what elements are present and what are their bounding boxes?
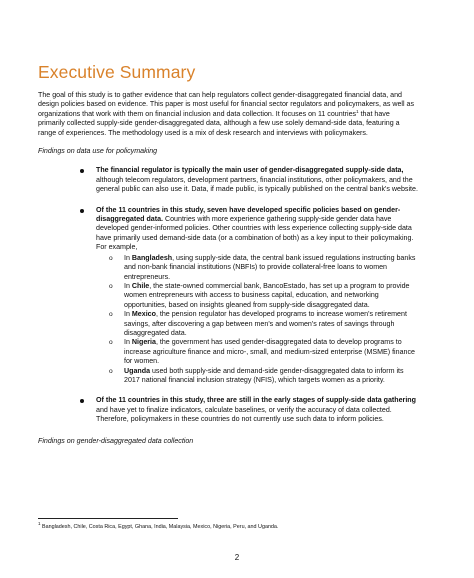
examples-list	[96, 254, 418, 386]
footnote-number: 1	[38, 521, 41, 526]
finding-item	[96, 206, 418, 386]
finding-text: Countries with more experience gathering supply-side gender data have developed gender-informed policies. Other countries with less experience collecting supply-side data have primarily used demand-side data (or a combination of both) as a key input to their policymaking. For example,	[96, 215, 414, 252]
finding-bold: The financial regulator is typically the main user of gender-disaggregated supply-side data,	[96, 166, 404, 175]
finding-text: and have yet to finalize indicators, calculate baselines, or verify the accuracy of data collected. Therefore, policymakers in these countries do not currently use such data to inform policies.	[96, 405, 392, 424]
page-number: 2	[234, 553, 240, 562]
finding-item	[96, 166, 418, 194]
footnote	[38, 523, 278, 531]
findings-list	[38, 166, 418, 424]
footnote-ref: 1	[356, 108, 359, 114]
finding-bold: Of the 11 countries in this study, seven have developed specific policies based on gender-disaggregated data.	[96, 205, 401, 224]
footnote-text: Bangladesh, Chile, Costa Rica, Egypt, Ghana, India, Malaysia, Mexico, Nigeria, Peru, and Uganda.	[40, 524, 279, 530]
country-name: Chile	[131, 281, 150, 290]
footnote-divider	[38, 518, 178, 519]
intro-text-part1: The goal of this study is to gather evidence that can help regulators collect gender-disaggregated financial data, and design policies based on evidence. This paper is most useful for financial sector regulators and policymakers, as well as organizations that work with them on financial inclusion and data collection. It focuses on 11 countries	[38, 91, 415, 118]
finding-bold: Of the 11 countries in this study, three are still in the early stages of supply-side data gathering	[96, 396, 416, 405]
section-title: Executive Summary	[38, 62, 196, 82]
example-item-uganda: o Uganda used both supply-side and demand-side gender-disaggregated data to inform its 2017 national financial inclusion strategy (NFIS), which targets women as a priority.	[124, 367, 418, 386]
findings-policymaking-heading: Findings on data use for policymaking	[38, 147, 158, 156]
intro-text-part2: that have primarily collected supply-side gender-disaggregated data, although a few use solely demand-side data, featuring a range of experiences. The methodology used is a mix of desk research and interviews with policymakers.	[38, 109, 400, 137]
example-item-bangladesh: o In Bangladesh, using supply-side data, the central bank issued regulations instructing banks and non-bank financial institutions (NBFIs) to provide collateral-free loans to women entrepreneurs.	[124, 254, 418, 282]
country-name: Uganda	[124, 366, 151, 375]
finding-text: although telecom regulators, development partners, financial institutions, other policymakers, and the general public can also use it. Data, if made public, is typically published on the central bank's website.	[96, 175, 418, 194]
findings-collection-heading: Findings on gender-disaggregated data collection	[38, 436, 194, 445]
example-item-nigeria: o In Nigeria, the government has used gender-disaggregated data to develop programs to increase agriculture finance and micro-, small, and medium-sized enterprise (MSME) finance for women.	[124, 338, 418, 366]
finding-item	[96, 396, 418, 424]
intro-paragraph	[38, 91, 418, 138]
example-item-chile: o In Chile, the state-owned commercial bank, BancoEstado, has set up a program to provide women entrepreneurs with access to business capital, education, and networking opportunities, based on insights gleaned from supply-side disaggregated data.	[124, 282, 418, 310]
country-name: Bangladesh	[131, 253, 173, 262]
example-item-mexico: o In Mexico, the pension regulator has developed programs to increase women's retirement savings, after discovering a gap between men's and women's rates of savings through disaggregated data.	[124, 310, 418, 338]
country-name: Mexico	[131, 310, 156, 319]
country-name: Nigeria	[131, 338, 156, 347]
